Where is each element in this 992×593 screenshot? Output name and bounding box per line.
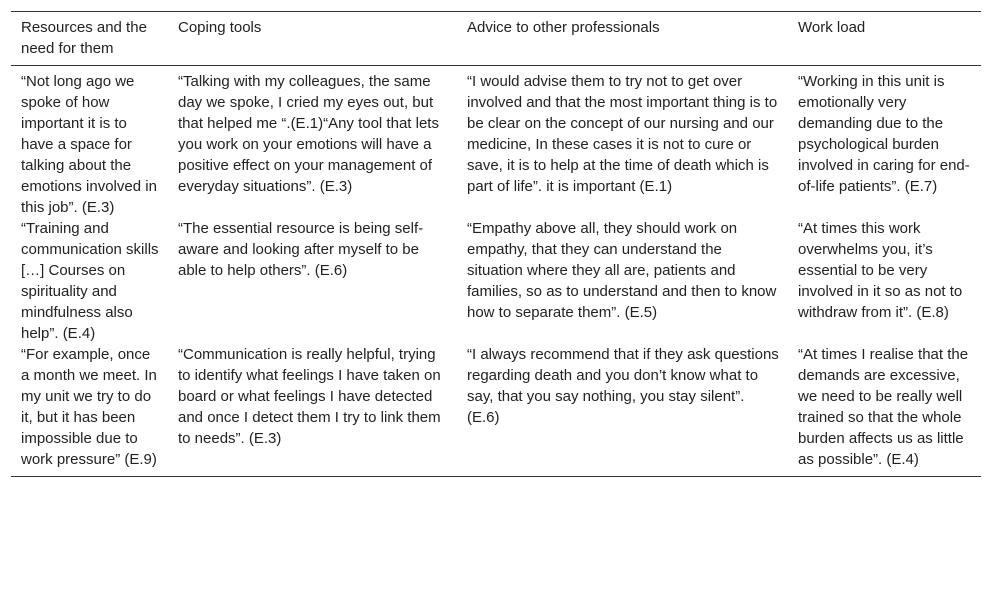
quotes-table [11,11,981,477]
table-cell: “I always recommend that if they ask questions regarding death and you don’t know what to say, that you say nothing, you stay silent”. (E.6) [467,346,779,426]
table-cell: “For example, once a month we meet. In my unit we try to do it, but it has been impossible due to work pressure” (E.9) [21,346,157,468]
column-header-advice: Advice to other professionals [467,19,660,36]
table-cell: “Empathy above all, they should work on empathy, that they can understand the situation where they all are, patients and families, so as to understand and then to know how to separate them”. (E.5) [467,220,777,321]
column-header-work-load: Work load [798,19,866,36]
table-cell: “At times this work overwhelms you, it’s essential to be very involved in it so as not to withdraw from it”. (E.8) [798,220,963,321]
table-header-row [11,12,981,66]
column-header-coping-tools: Coping tools [178,19,262,36]
table-row [11,344,981,477]
table-cell: “Communication is really helpful, trying to identify what feelings I have taken on board or what feelings I have detected and once I detect them I try to link them to needs”. (E.3) [178,346,441,447]
column-header-resources: Resources and the need for them [21,19,147,57]
table-cell: “Training and communication skills […] Courses on spirituality and mindfulness also help”. (E.4) [21,220,159,342]
table-cell: “I would advise them to try not to get over involved and that the most important thing is to be clear on the concept of our nursing and our medicine, In these cases it is not to cure or save, it is to help at the time of death which is part of life”. it is important (E.1) [467,73,778,195]
table-row [11,218,981,344]
table-cell: “Not long ago we spoke of how important it is to have a space for talking about the emotions involved in this job”. (E.3) [21,73,157,216]
table-cell: “Talking with my colleagues, the same day we spoke, I cried my eyes out, but that helped me “.(E.1)“Any tool that lets you work on your emotions will have a positive effect on your management of everyday situations”. (E.3) [178,73,439,195]
quotes-table-container [11,11,981,477]
table-cell: “Working in this unit is emotionally very demanding due to the psychological burden involved in caring for end-of-life patients”. (E.7) [798,73,970,195]
table-cell: “The essential resource is being self-aware and looking after myself to be able to help others”. (E.6) [178,220,424,279]
table-row [11,66,981,219]
table-cell: “At times I realise that the demands are excessive, we need to be really well trained so that the whole burden affects us as little as possible”. (E.4) [798,346,969,468]
